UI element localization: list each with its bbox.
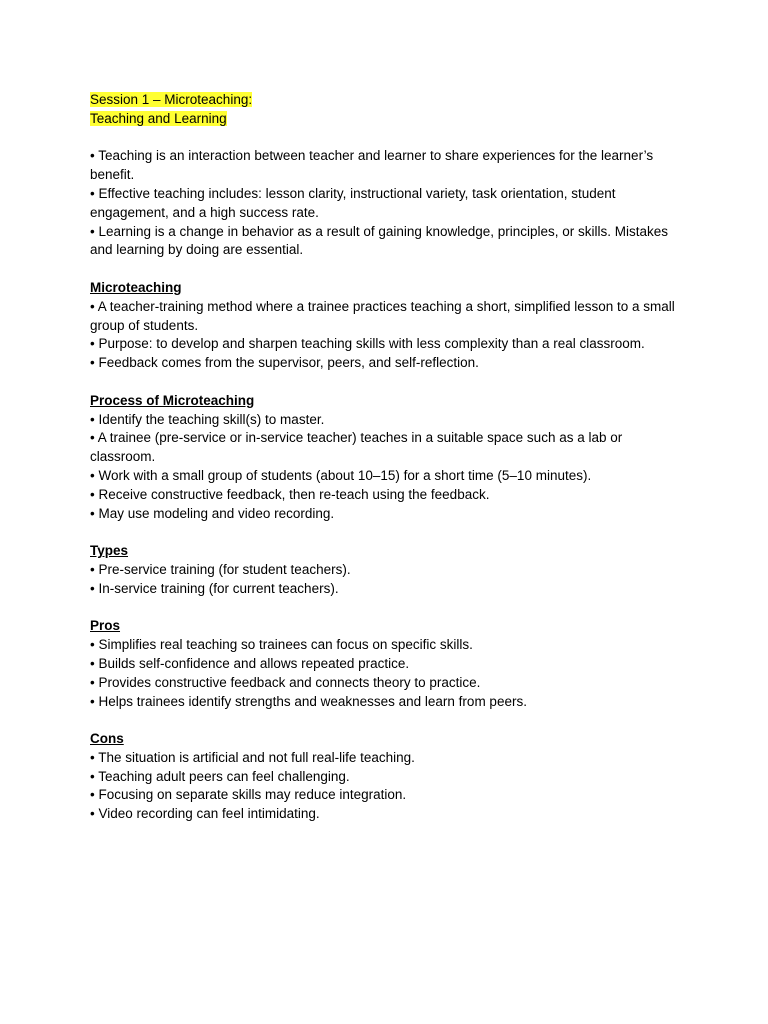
title-line-2: Teaching and Learning — [90, 110, 227, 126]
list-item: • Identify the teaching skill(s) to master. — [90, 411, 325, 427]
list-item: • A trainee (pre-service or in-service teacher) teaches in a suitable space such as a lab or classroom. — [90, 430, 623, 465]
section-heading: Types — [90, 543, 129, 559]
list-item: • Purpose: to develop and sharpen teaching skills with less complexity than a real classroom. — [90, 336, 645, 352]
list-item: • A teacher-training method where a trainee practices teaching a short, simplified lesson to a small group of students. — [90, 298, 675, 333]
list-item: • Helps trainees identify strengths and weaknesses and learn from peers. — [90, 693, 527, 709]
list-item: • Focusing on separate skills may reduce integration. — [90, 787, 407, 803]
intro-bullet: • Teaching is an interaction between teacher and learner to share experiences for the learner’s benefit. — [90, 148, 654, 183]
intro-bullet: • Learning is a change in behavior as a result of gaining knowledge, principles, or skills. Mistakes and learning by doing are essential. — [90, 223, 669, 258]
section-heading: Pros — [90, 618, 121, 634]
list-item: • Simplifies real teaching so trainees can focus on specific skills. — [90, 637, 473, 653]
list-item: • May use modeling and video recording. — [90, 505, 335, 521]
intro-block — [90, 147, 690, 260]
list-item: • The situation is artificial and not full real-life teaching. — [90, 749, 415, 765]
list-item: • Builds self-confidence and allows repeated practice. — [90, 655, 410, 671]
section-pros — [90, 617, 690, 711]
section-heading: Process of Microteaching — [90, 392, 255, 408]
section-heading: Microteaching — [90, 279, 182, 295]
list-item: • Feedback comes from the supervisor, peers, and self-reflection. — [90, 355, 479, 371]
document-page — [90, 91, 690, 824]
section-cons — [90, 730, 690, 824]
session-title — [90, 91, 690, 129]
list-item: • Work with a small group of students (about 10–15) for a short time (5–10 minutes). — [90, 467, 592, 483]
list-item: • Receive constructive feedback, then re-teach using the feedback. — [90, 486, 490, 502]
section-process — [90, 392, 690, 524]
section-heading: Cons — [90, 731, 124, 747]
section-microteaching — [90, 279, 690, 373]
section-types — [90, 542, 690, 598]
list-item: • Provides constructive feedback and connects theory to practice. — [90, 674, 481, 690]
list-item: • Teaching adult peers can feel challenging. — [90, 768, 350, 784]
list-item: • Pre-service training (for student teachers). — [90, 561, 351, 577]
intro-bullet: • Effective teaching includes: lesson clarity, instructional variety, task orientation, student engagement, and a high success rate. — [90, 185, 616, 220]
title-line-1: Session 1 – Microteaching: — [90, 92, 253, 107]
list-item: • Video recording can feel intimidating. — [90, 806, 320, 822]
list-item: • In-service training (for current teachers). — [90, 580, 339, 596]
